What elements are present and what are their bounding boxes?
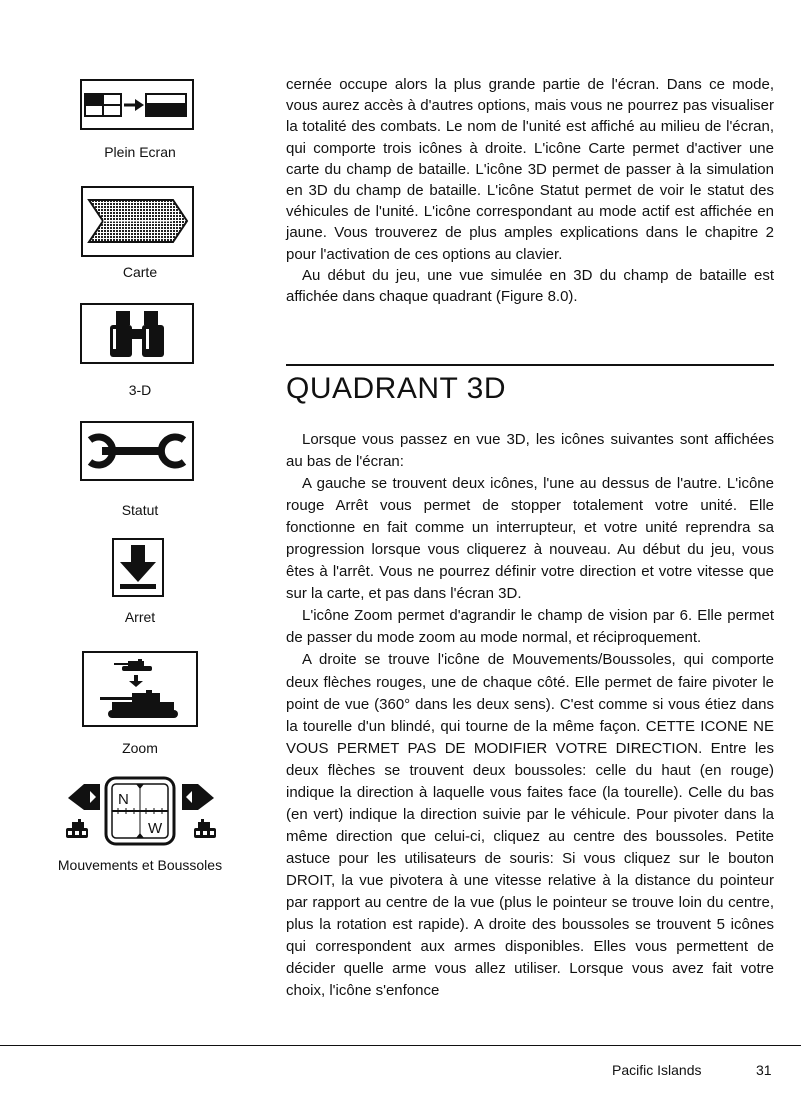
zoom-label: Zoom xyxy=(122,740,158,756)
section-paragraph: A gauche se trouvent deux icônes, l'une au dessus de l'autre. L'icône rouge Arrêt vous permet de stopper totalement votre unité. Elle fonctionne en fait comme un interrupteur, et votre unité reprendra sa progression lorsque vous cliquerez à nouveau. Au début du jeu, vous êtes à l'arrêt. Vous ne pourrez définir votre direction et votre vitesse que sur la carte, et pas dans l'écran 3D. xyxy=(286,475,774,603)
stop-label: Arret xyxy=(124,609,156,625)
compass-west-letter: W xyxy=(148,820,163,837)
intro-paragraph: cernée occupe alors la plus grande partie de l'écran. Dans ce mode, vous aurez accès à d'autres options, mais vous ne pourrez pas visualiser la totalité des combats. Le nom de l'unité est affiché au milieu de l'écran, qui comporte trois icônes à droite. L'icône Carte permet d'activer une carte du champ de bataille. L'icône 3D permet de passer à la simulation en 3D du champ de bataille. L'icône Statut permet de voir le statut des véhicules de l'unité. L'icône correspondant au mode actif est affichée en jaune. Vous trouverez de plus amples explications dans le chapitre 2 pour l'activation de ces options au clavier. xyxy=(286,76,774,263)
binoculars-icon xyxy=(80,303,194,364)
movement-compass-label: Mouvements et Boussoles xyxy=(57,857,223,873)
page-number: 31 xyxy=(756,1062,772,1078)
section-divider xyxy=(286,364,774,366)
status-label: Statut xyxy=(121,502,159,518)
fullscreen-label: Plein Ecran xyxy=(104,144,176,160)
compass-north-letter: N xyxy=(118,791,129,808)
map-label: Carte xyxy=(122,264,158,280)
section-paragraph: A droite se trouve l'icône de Mouvements/Boussoles, qui comporte deux flèches rouges, une de chaque côté. Elle permet de faire pivoter le point de vue (360° dans les deux sens). C'est comme si vous étiez dans la tourelle d'un blindé, qui tourne de la même façon. CETTE ICONE NE VOUS PERMET PAS DE MODIFIER VOTRE DIRECTION. Entre les deux flèches se trouvent deux boussoles: celle du haut (en rouge) indique la direction à laquelle vous faites face (la tourelle). Celle du bas (en vert) indique la direction suivie par le véhicule. Pour pivoter dans la même direction que celui-ci, cliquez au centre des boussoles. Petite astuce pour les utilisateurs de souris: Si vous cliquez sur le bouton DROIT, la vue pivotera à une vitesse relative à la distance du pointeur par rapport au centre de la vue (plus le pointeur se trouve loin du centre, plus la rotation est rapide). A droite des boussoles se trouvent 5 icônes qui correspondent aux armes disponibles. Elles vous permettent de décider quelle arme vous allez utiliser. Lorsque vous avez fait votre choix, l'icône s'enfonce xyxy=(286,651,774,1000)
section-text xyxy=(286,429,774,1002)
wrench-icon xyxy=(80,421,194,481)
footer-title: Pacific Islands xyxy=(612,1062,702,1078)
fullscreen-icon xyxy=(80,79,194,130)
footer-divider xyxy=(0,1045,801,1046)
section-paragraph: L'icône Zoom permet d'agrandir le champ de vision par 6. Elle permet de passer du mode zoom au mode normal, et réciproquement. xyxy=(286,607,774,647)
movement-compass-icon xyxy=(60,770,222,850)
icon-legend-column xyxy=(0,0,280,1102)
section-heading: QUADRANT 3D xyxy=(286,372,506,405)
3d-label: 3-D xyxy=(128,382,152,398)
stop-arrow-icon xyxy=(112,538,164,597)
zoom-tank-icon xyxy=(82,651,198,727)
intro-text xyxy=(286,74,774,307)
section-paragraph: Lorsque vous passez en vue 3D, les icônes suivantes sont affichées au bas de l'écran: xyxy=(286,431,774,471)
map-chevrons-icon xyxy=(81,186,194,257)
intro-paragraph: Au début du jeu, une vue simulée en 3D du champ de bataille est affichée dans chaque quadrant (Figure 8.0). xyxy=(286,266,774,306)
